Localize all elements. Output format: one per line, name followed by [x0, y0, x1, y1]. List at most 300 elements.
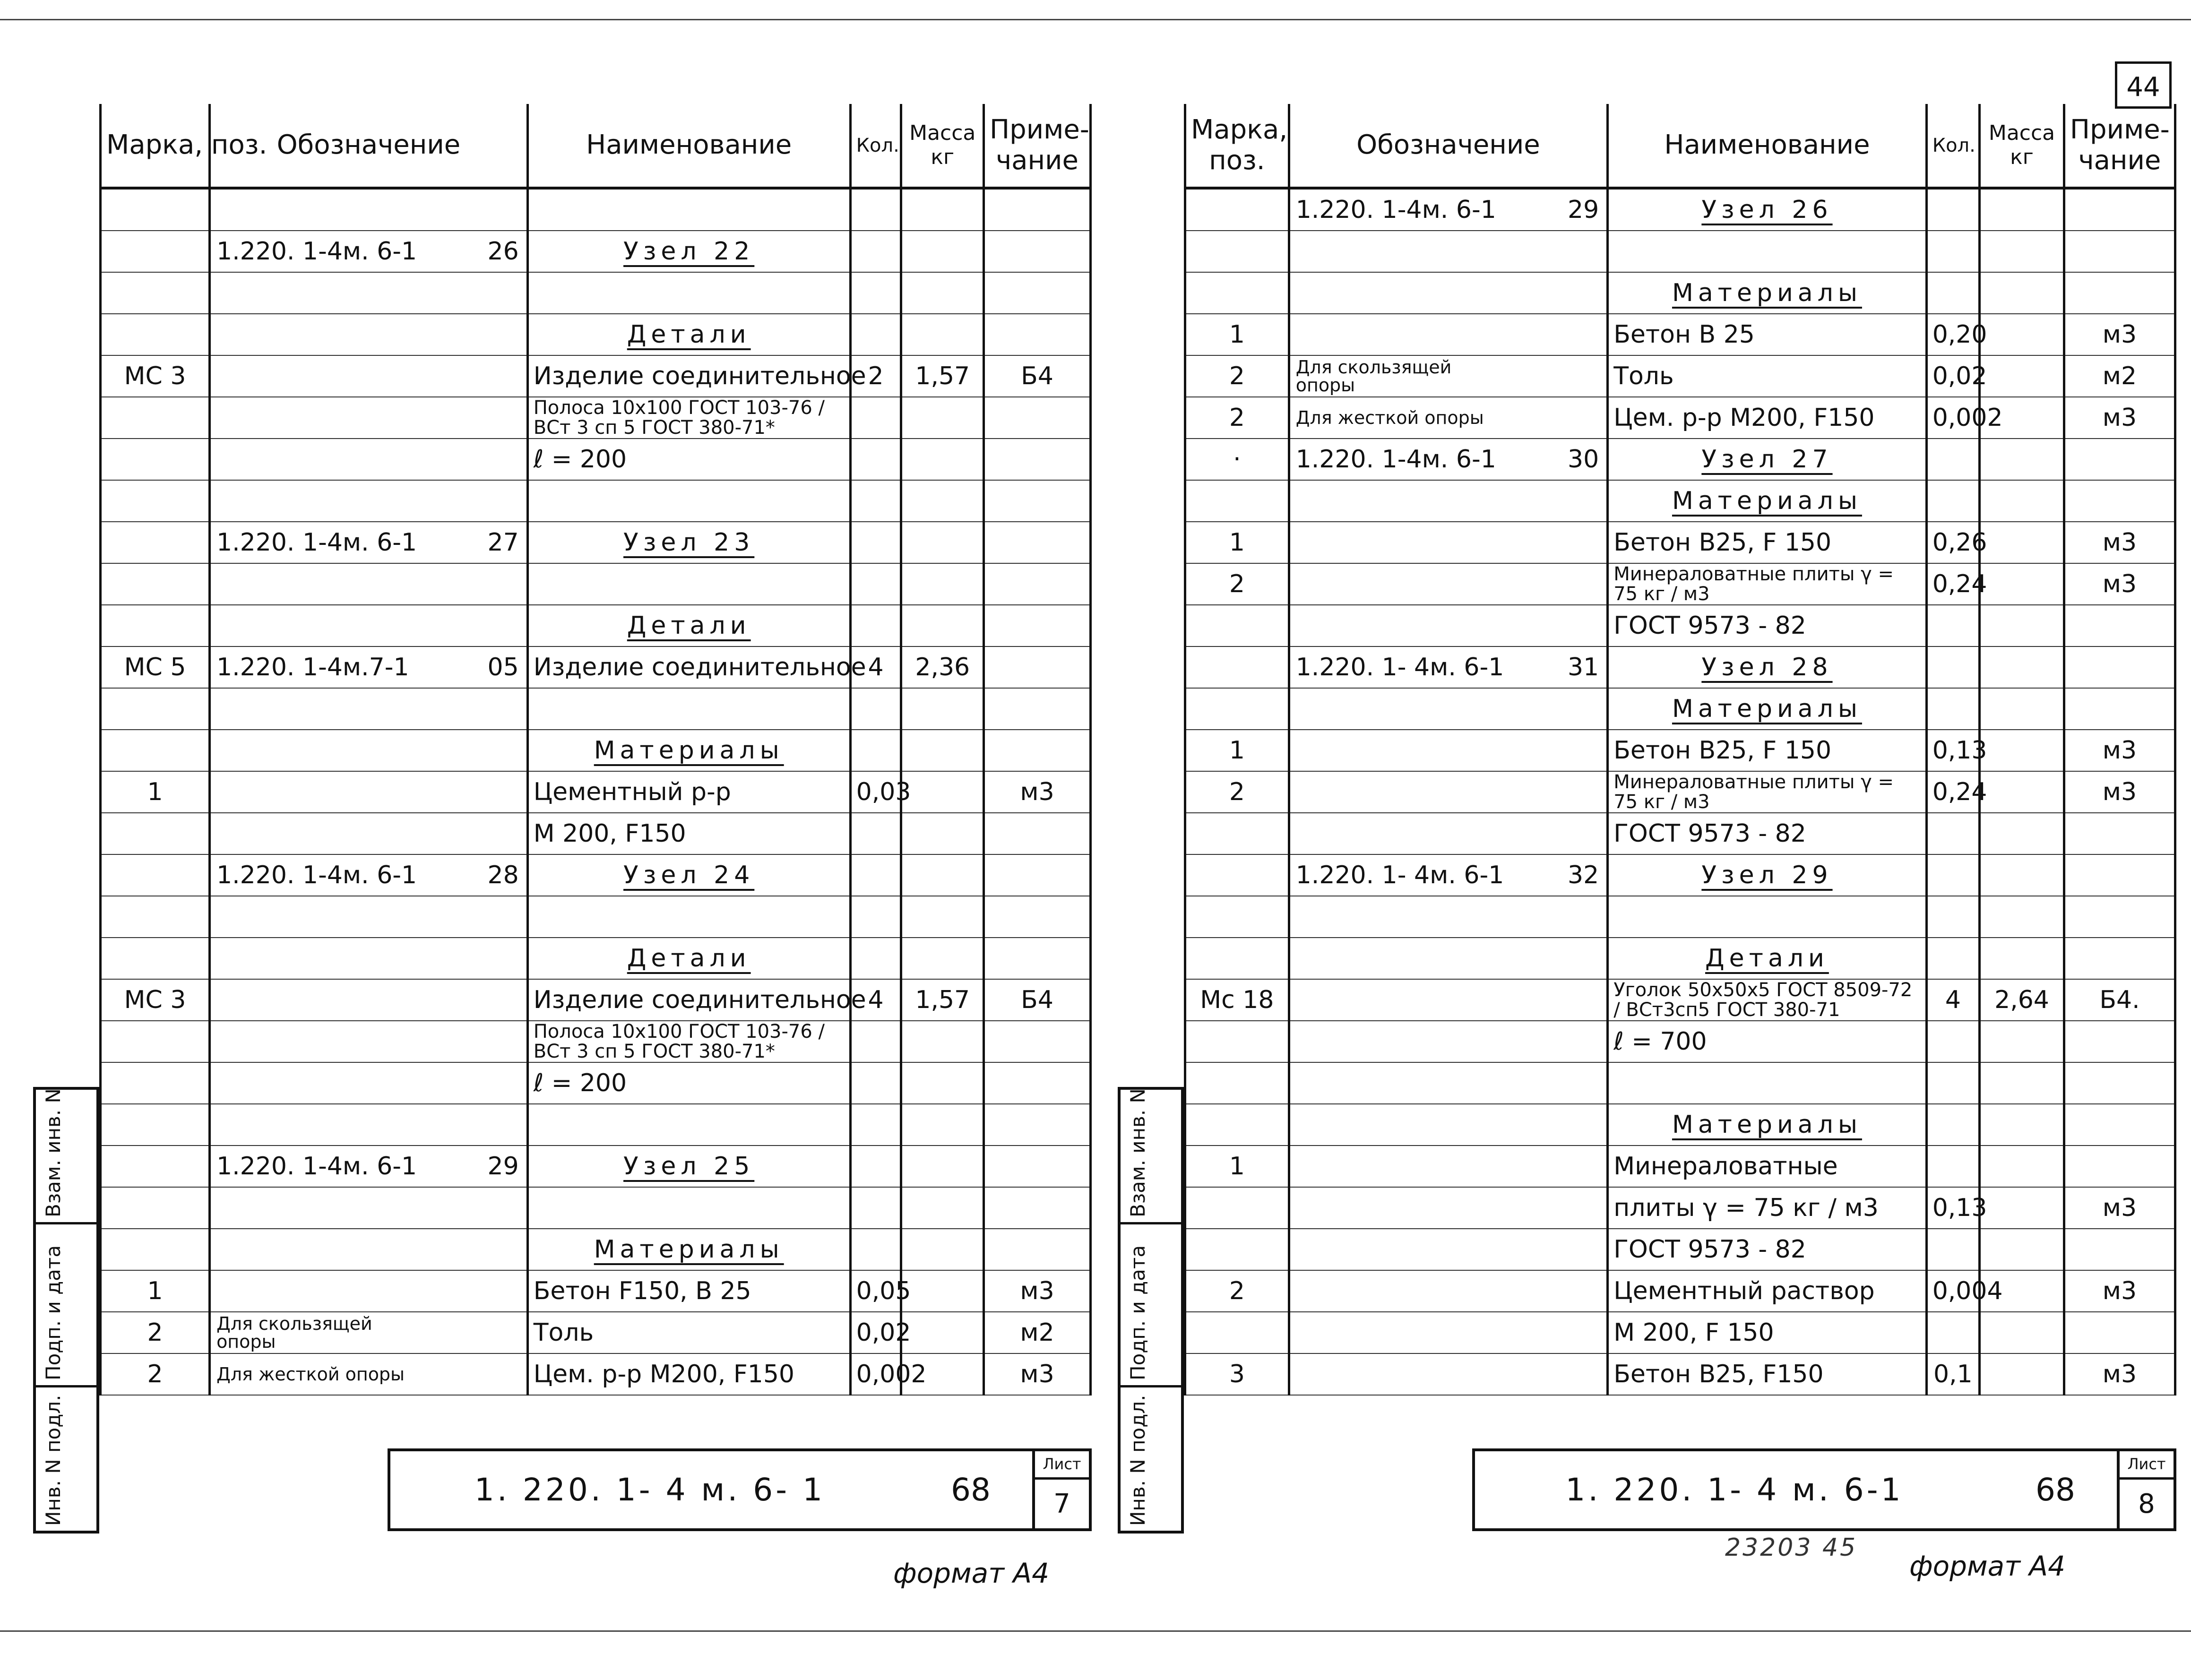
archive-number: 23203 45	[1725, 1534, 1858, 1562]
cell-name	[1608, 1270, 1926, 1312]
sheet-box	[1032, 1451, 1089, 1528]
cell-name	[1608, 730, 1926, 771]
cell-name	[527, 771, 850, 813]
cell-designation	[210, 854, 528, 896]
cell-qty	[850, 1229, 901, 1270]
table-row	[101, 1270, 1091, 1312]
cell-mass	[1980, 605, 2064, 646]
cell-designation	[1289, 522, 1607, 563]
name-text: Материалы	[594, 1235, 784, 1264]
cell-mass	[901, 1146, 984, 1187]
cell-note	[984, 938, 1091, 979]
name-text: Материалы	[1672, 695, 1862, 723]
designation-code: 1.220. 1-4м. 6-1	[216, 861, 417, 889]
designation-code: Для жесткой опоры	[216, 1364, 405, 1385]
cell-mark: 2	[1185, 771, 1289, 813]
cell-note	[2064, 1062, 2175, 1104]
cell-mark	[1185, 188, 1289, 231]
table-row	[101, 688, 1091, 730]
cell-mass	[901, 1104, 984, 1146]
cell-designation	[1289, 397, 1607, 439]
cell-mark	[101, 730, 210, 771]
cell-mass	[901, 1229, 984, 1270]
cell-name	[527, 231, 850, 272]
cell-note	[2064, 938, 2175, 979]
cell-mass	[901, 771, 984, 813]
name-text: М 200, F150	[533, 819, 686, 848]
side-label-inv-orig: Инв. N подл.	[42, 1395, 65, 1526]
designation-number: 32	[1568, 861, 1599, 889]
cell-mass	[1980, 231, 2064, 272]
cell-qty: 0,002	[1926, 397, 1979, 439]
cell-designation	[210, 1104, 528, 1146]
cell-name	[1608, 854, 1926, 896]
spec-rows-left	[101, 188, 1091, 1395]
cell-mass	[1980, 355, 2064, 397]
name-text: ℓ = 200	[533, 445, 627, 474]
cell-designation	[1289, 854, 1607, 896]
cell-note: м3	[2064, 522, 2175, 563]
name-text: М 200, F 150	[1613, 1318, 1774, 1347]
side-cell-inv-orig	[36, 1387, 96, 1531]
table-row	[101, 979, 1091, 1021]
table-row	[1185, 397, 2175, 439]
cell-mark	[1185, 854, 1289, 896]
cell-note	[984, 646, 1091, 688]
cell-mass	[1980, 522, 2064, 563]
cell-mark	[101, 1229, 210, 1270]
cell-mass	[1980, 771, 2064, 813]
cell-designation	[210, 1312, 528, 1353]
cell-qty: 4	[850, 979, 901, 1021]
cell-name	[1608, 979, 1926, 1021]
cell-note	[984, 522, 1091, 563]
cell-mark: МС 3	[101, 355, 210, 397]
cell-name	[1608, 771, 1926, 813]
table-row	[1185, 355, 2175, 397]
cell-mark	[101, 1146, 210, 1187]
cell-name	[527, 1229, 850, 1270]
name-text: Цементный раствор	[1613, 1277, 1875, 1305]
cell-mass	[901, 1270, 984, 1312]
cell-mark	[101, 854, 210, 896]
name-text: Цементный р-р	[533, 778, 731, 806]
cell-name	[1608, 397, 1926, 439]
cell-designation	[210, 1062, 528, 1104]
name-text: Цем. р-р М200, F150	[533, 1360, 795, 1388]
cell-mark: МС 5	[101, 646, 210, 688]
cell-qty	[850, 1187, 901, 1229]
cell-name	[1608, 188, 1926, 231]
cell-mass	[901, 605, 984, 646]
table-row	[101, 771, 1091, 813]
name-text: Бетон В 25	[1613, 320, 1755, 349]
table-row	[1185, 522, 2175, 563]
cell-mark	[1185, 896, 1289, 938]
cell-name	[1608, 688, 1926, 730]
table-row	[1185, 1062, 2175, 1104]
table-row	[1185, 896, 2175, 938]
cell-note: м3	[2064, 730, 2175, 771]
cell-name	[527, 397, 850, 439]
cell-note	[2064, 480, 2175, 522]
cell-note	[2064, 646, 2175, 688]
designation-number: 29	[1568, 196, 1599, 224]
cell-mark	[1185, 272, 1289, 314]
table-row	[1185, 1312, 2175, 1353]
name-text: Узел 24	[623, 861, 755, 889]
table-header	[101, 104, 1091, 188]
table-row	[1185, 1353, 2175, 1395]
cell-mark	[1185, 1021, 1289, 1062]
cell-designation	[210, 813, 528, 854]
cell-qty	[1926, 1229, 1979, 1270]
cell-designation	[210, 188, 528, 231]
cell-note	[984, 314, 1091, 355]
name-text: ГОСТ 9573 - 82	[1613, 1235, 1806, 1264]
table-row	[101, 522, 1091, 563]
cell-note	[984, 231, 1091, 272]
table-row	[101, 314, 1091, 355]
cell-name	[527, 272, 850, 314]
cell-note	[984, 480, 1091, 522]
name-text: Детали	[1705, 944, 1829, 973]
cell-designation	[1289, 1187, 1607, 1229]
name-text: Полоса 10х100 ГОСТ 103-76 / ВСт 3 сп 5 ГОСТ 380-71*	[533, 1021, 825, 1062]
cell-note	[2064, 272, 2175, 314]
cell-designation	[210, 646, 528, 688]
cell-note: м3	[984, 1270, 1091, 1312]
cell-qty	[850, 896, 901, 938]
side-label-sign-date: Подп. и дата	[1126, 1245, 1149, 1380]
col-designation-header: Обозначение	[1289, 104, 1607, 188]
scan-edge-top	[0, 19, 2191, 20]
table-row	[101, 1146, 1091, 1187]
sheet-number: 7	[1053, 1489, 1070, 1519]
cell-mark	[101, 1021, 210, 1062]
table-row	[101, 563, 1091, 605]
cell-mark	[1185, 1062, 1289, 1104]
cell-mark	[101, 1104, 210, 1146]
cell-mass	[1980, 938, 2064, 979]
cell-name	[527, 522, 850, 563]
cell-mark	[1185, 1187, 1289, 1229]
cell-designation	[1289, 1146, 1607, 1187]
cell-qty	[1926, 231, 1979, 272]
title-block-right	[1472, 1448, 2176, 1531]
cell-name	[527, 439, 850, 480]
designation-number: 27	[487, 528, 519, 557]
table-row	[1185, 1104, 2175, 1146]
cell-name	[527, 1146, 850, 1187]
cell-note: Б4	[984, 979, 1091, 1021]
cell-qty: 0,24	[1926, 563, 1979, 605]
cell-mass	[901, 688, 984, 730]
side-cell-replace-inv	[36, 1090, 96, 1224]
cell-name	[527, 1021, 850, 1062]
cell-name	[1608, 1021, 1926, 1062]
cell-mark	[101, 397, 210, 439]
table-row	[1185, 188, 2175, 231]
cell-qty: 0,03	[850, 771, 901, 813]
cell-mass	[1980, 1021, 2064, 1062]
cell-mark	[101, 563, 210, 605]
cell-name	[1608, 646, 1926, 688]
spec-table-left	[99, 104, 1092, 1396]
side-cell-sign-date	[1121, 1224, 1181, 1387]
cell-name	[527, 605, 850, 646]
cell-note: м3	[984, 771, 1091, 813]
cell-mark	[101, 896, 210, 938]
cell-note: м3	[2064, 771, 2175, 813]
format-label-left: формат А4	[893, 1557, 1049, 1589]
cell-mark	[1185, 646, 1289, 688]
name-text: Толь	[1613, 362, 1674, 390]
cell-mark	[1185, 1312, 1289, 1353]
table-row	[101, 1021, 1091, 1062]
cell-mass	[901, 730, 984, 771]
table-row	[1185, 272, 2175, 314]
cell-mass	[901, 813, 984, 854]
table-row	[1185, 605, 2175, 646]
table-row	[101, 439, 1091, 480]
cell-mark	[101, 231, 210, 272]
name-text: Материалы	[1672, 487, 1862, 515]
cell-designation	[210, 688, 528, 730]
name-text: Узел 25	[623, 1152, 755, 1180]
sheet-box	[2117, 1451, 2174, 1528]
cell-name	[527, 896, 850, 938]
title-block-number: 68	[2036, 1472, 2075, 1508]
cell-name	[1608, 938, 1926, 979]
table-row	[101, 646, 1091, 688]
cell-qty	[1926, 272, 1979, 314]
cell-designation	[210, 730, 528, 771]
cell-mark: 2	[101, 1353, 210, 1395]
name-text: Изделие соединительное	[533, 362, 866, 390]
cell-designation	[1289, 188, 1607, 231]
cell-designation	[1289, 730, 1607, 771]
cell-designation	[210, 231, 528, 272]
cell-note	[2064, 439, 2175, 480]
cell-designation	[210, 979, 528, 1021]
cell-note	[984, 896, 1091, 938]
cell-note	[2064, 896, 2175, 938]
cell-designation	[1289, 771, 1607, 813]
side-cell-sign-date	[36, 1224, 96, 1387]
cell-note	[2064, 1229, 2175, 1270]
table-row	[101, 1229, 1091, 1270]
cell-qty: 0,24	[1926, 771, 1979, 813]
cell-mass	[1980, 896, 2064, 938]
cell-note	[984, 1229, 1091, 1270]
cell-mark	[101, 1187, 210, 1229]
cell-mass	[1980, 813, 2064, 854]
cell-mass	[1980, 439, 2064, 480]
cell-qty	[1926, 688, 1979, 730]
cell-mass	[901, 231, 984, 272]
cell-qty	[850, 1021, 901, 1062]
name-text: Изделие соединительное	[533, 986, 866, 1014]
cell-qty	[850, 272, 901, 314]
cell-designation	[1289, 1021, 1607, 1062]
cell-qty: 0,13	[1926, 1187, 1979, 1229]
table-row	[101, 231, 1091, 272]
table-row	[101, 272, 1091, 314]
table-row	[1185, 480, 2175, 522]
cell-qty	[1926, 1146, 1979, 1187]
name-text: Цем. р-р М200, F150	[1613, 404, 1875, 432]
cell-designation	[1289, 605, 1607, 646]
cell-name	[1608, 1104, 1926, 1146]
name-text: Узел 26	[1701, 196, 1833, 224]
cell-note	[984, 1187, 1091, 1229]
cell-mass	[901, 563, 984, 605]
cell-designation	[1289, 355, 1607, 397]
table-row	[101, 896, 1091, 938]
cell-name	[1608, 813, 1926, 854]
cell-qty: 0,002	[850, 1353, 901, 1395]
col-mass-header: Масса кг	[901, 104, 984, 188]
cell-mark	[101, 938, 210, 979]
cell-mark	[101, 439, 210, 480]
cell-name	[1608, 1312, 1926, 1353]
cell-mark	[101, 688, 210, 730]
table-row	[1185, 1229, 2175, 1270]
table-row	[101, 938, 1091, 979]
cell-mark: 2	[1185, 397, 1289, 439]
cell-mark	[101, 813, 210, 854]
cell-designation	[1289, 231, 1607, 272]
cell-qty	[850, 1146, 901, 1187]
cell-mark: ·	[1185, 439, 1289, 480]
sheet-left	[99, 104, 1092, 1543]
designation-number: 26	[487, 237, 519, 266]
cell-mass	[1980, 314, 2064, 355]
cell-mass: 2,64	[1980, 979, 2064, 1021]
cell-qty	[850, 231, 901, 272]
cell-qty: 4	[1926, 979, 1979, 1021]
table-row	[1185, 854, 2175, 896]
col-mass-header: Масса кг	[1980, 104, 2064, 188]
cell-qty	[850, 730, 901, 771]
cell-name	[527, 1187, 850, 1229]
cell-designation	[210, 1187, 528, 1229]
scan-edge-bottom	[0, 1630, 2191, 1632]
cell-qty	[1926, 1312, 1979, 1353]
cell-note	[2064, 1312, 2175, 1353]
cell-mass: 1,57	[901, 979, 984, 1021]
cell-designation	[1289, 1312, 1607, 1353]
cell-note: Б4.	[2064, 979, 2175, 1021]
designation-code: 1.220. 1-4м. 6-1	[216, 1152, 417, 1180]
col-name-header: Наименование	[527, 104, 850, 188]
cell-note	[984, 563, 1091, 605]
cell-mass	[901, 1021, 984, 1062]
table-row	[1185, 1187, 2175, 1229]
name-text: ГОСТ 9573 - 82	[1613, 612, 1806, 640]
cell-name	[1608, 1146, 1926, 1187]
cell-designation	[210, 1229, 528, 1270]
cell-qty: 0,02	[850, 1312, 901, 1353]
cell-designation	[1289, 1062, 1607, 1104]
designation-number: 31	[1568, 653, 1599, 681]
cell-designation	[1289, 1229, 1607, 1270]
cell-name	[527, 480, 850, 522]
cell-mark	[1185, 813, 1289, 854]
side-label-sign-date: Подп. и дата	[42, 1245, 65, 1380]
side-cell-inv-orig	[1121, 1387, 1181, 1531]
table-row	[1185, 688, 2175, 730]
table-row	[101, 1187, 1091, 1229]
cell-note: м3	[2064, 1187, 2175, 1229]
cell-name	[1608, 1229, 1926, 1270]
col-mark-header: Марка, поз.	[101, 104, 210, 188]
table-row	[1185, 231, 2175, 272]
cell-note	[984, 813, 1091, 854]
cell-designation	[1289, 314, 1607, 355]
cell-name	[1608, 1062, 1926, 1104]
cell-designation	[1289, 439, 1607, 480]
name-text: Узел 27	[1701, 445, 1833, 474]
cell-mass	[1980, 1104, 2064, 1146]
cell-mark: 1	[1185, 522, 1289, 563]
cell-note	[984, 1062, 1091, 1104]
cell-designation	[210, 355, 528, 397]
name-text: ГОСТ 9573 - 82	[1613, 819, 1806, 848]
cell-designation	[210, 272, 528, 314]
cell-note	[2064, 188, 2175, 231]
cell-mass	[1980, 1062, 2064, 1104]
cell-qty	[1926, 1104, 1979, 1146]
cell-mark	[1185, 1229, 1289, 1270]
name-text: Узел 22	[623, 237, 755, 266]
cell-qty	[1926, 854, 1979, 896]
cell-mass	[901, 272, 984, 314]
cell-mass	[1980, 730, 2064, 771]
cell-mass	[901, 188, 984, 231]
name-text: плиты γ = 75 кг / м3	[1613, 1194, 1879, 1222]
table-row	[1185, 1021, 2175, 1062]
cell-mass	[901, 439, 984, 480]
cell-mark	[1185, 480, 1289, 522]
side-cell-replace-inv	[1121, 1090, 1181, 1224]
cell-qty	[850, 522, 901, 563]
cell-designation	[1289, 813, 1607, 854]
designation-code: Для жесткой опоры	[1295, 407, 1484, 428]
table-row	[1185, 813, 2175, 854]
name-text: Детали	[627, 612, 751, 640]
cell-mark	[101, 272, 210, 314]
col-note-header: Приме- чание	[2064, 104, 2175, 188]
designation-number: 29	[487, 1152, 519, 1180]
cell-mass	[1980, 646, 2064, 688]
cell-designation	[1289, 1353, 1607, 1395]
table-row	[1185, 439, 2175, 480]
cell-note	[984, 397, 1091, 439]
cell-name	[527, 646, 866, 688]
cell-designation	[210, 397, 528, 439]
designation-code: 1.220. 1- 4м. 6-1	[1295, 861, 1504, 889]
cell-note: м3	[2064, 1353, 2175, 1395]
title-block-left	[388, 1448, 1092, 1531]
cell-note	[984, 730, 1091, 771]
cell-qty	[850, 1062, 901, 1104]
name-text: Уголок 50х50х5 ГОСТ 8509-72 / ВСт3сп5 ГОСТ 380-71	[1613, 979, 1913, 1021]
designation-code: Для скользящей опоры	[1295, 357, 1452, 396]
cell-qty	[1926, 896, 1979, 938]
table-row	[101, 730, 1091, 771]
